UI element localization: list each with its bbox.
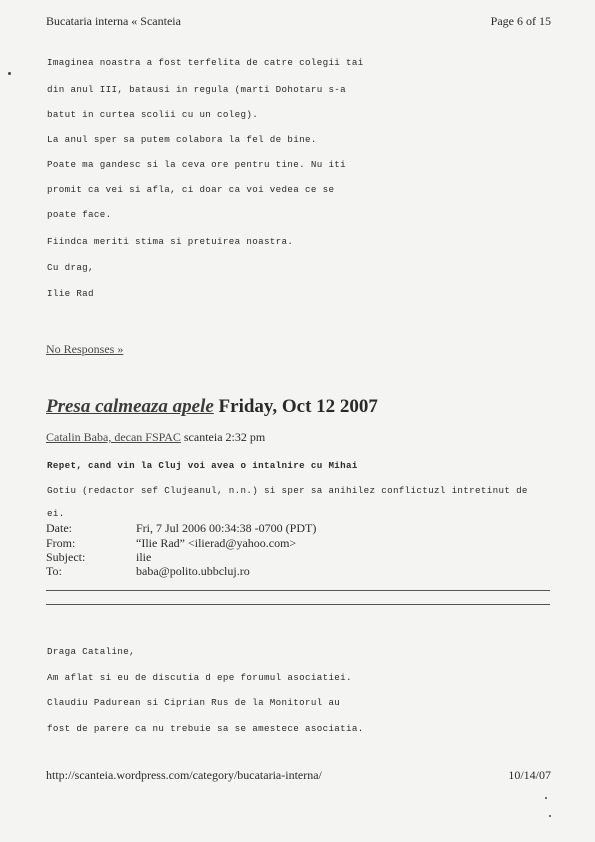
letter-line: promit ca vei si afla, ci doar ca voi vedea ce se [47,184,335,195]
letter-line: Poate ma gandesc si la ceva ore pentru tine. Nu iti [47,159,347,170]
post-meta [46,430,265,445]
letter-line: Claudiu Padurean si Ciprian Rus de la Monitorul au [47,697,341,708]
post-body-line: Repet, cand vin la Cluj voi avea o intalnire cu Mihai [47,460,358,471]
letter-greeting: Draga Cataline, [47,646,135,657]
post-date: Friday, Oct 12 2007 [218,396,378,417]
email-header-value: baba@polito.ubbcluj.ro [136,564,250,578]
email-header-label: From: [46,536,76,550]
email-header-label: Date: [46,521,72,535]
divider [46,604,550,605]
post-heading [46,396,378,418]
letter-line: Imaginea noastra a fost terfelita de catre colegii tai [47,57,364,68]
letter-line: Fiindca meriti stima si pretuirea noastra. [47,236,294,247]
scan-speck [8,72,11,75]
page-number: Page 6 of 15 [490,14,551,28]
no-responses-link[interactable]: No Responses » [46,342,124,356]
footer-url: http://scanteia.wordpress.com/category/bucataria-interna/ [46,768,322,782]
letter-line: din anul III, batausi in regula (marti Dohotaru s-a [47,84,347,95]
letter-signoff: Cu drag, [47,262,94,273]
post-meta-text: scanteia 2:32 pm [183,430,266,444]
footer-date: 10/14/07 [508,768,551,782]
scan-speck [549,815,551,817]
scan-speck [545,797,547,799]
author-link[interactable]: Catalin Baba, decan FSPAC [46,430,181,444]
letter-line: Am aflat si eu de discutia d epe forumul asociatiei. [47,672,352,683]
document-title: Bucataria interna « Scanteia [46,14,181,28]
email-header-label: To: [46,564,62,578]
post-body-line: Gotiu (redactor sef Clujeanul, n.n.) si sper sa anihilez conflictuzl intretinut de [47,485,528,496]
letter-line: La anul sper sa putem colabora la fel de bine. [47,134,317,145]
letter-line: poate face. [47,209,112,220]
email-header-value: ilie [136,550,152,564]
divider [46,590,550,591]
letter-line: fost de parere ca nu trebuie sa se amestece asociatia. [47,723,364,734]
letter-signature: Ilie Rad [47,288,94,299]
letter-line: batut in curtea scolii cu un coleg). [47,109,259,120]
post-body-line: ei. [47,508,65,519]
email-header-label: Subject: [46,550,86,564]
post-title-link[interactable]: Presa calmeaza apele [46,396,214,417]
email-header-value: “Ilie Rad” <ilierad@yahoo.com> [136,536,297,550]
email-header-value: Fri, 7 Jul 2006 00:34:38 -0700 (PDT) [136,521,317,535]
